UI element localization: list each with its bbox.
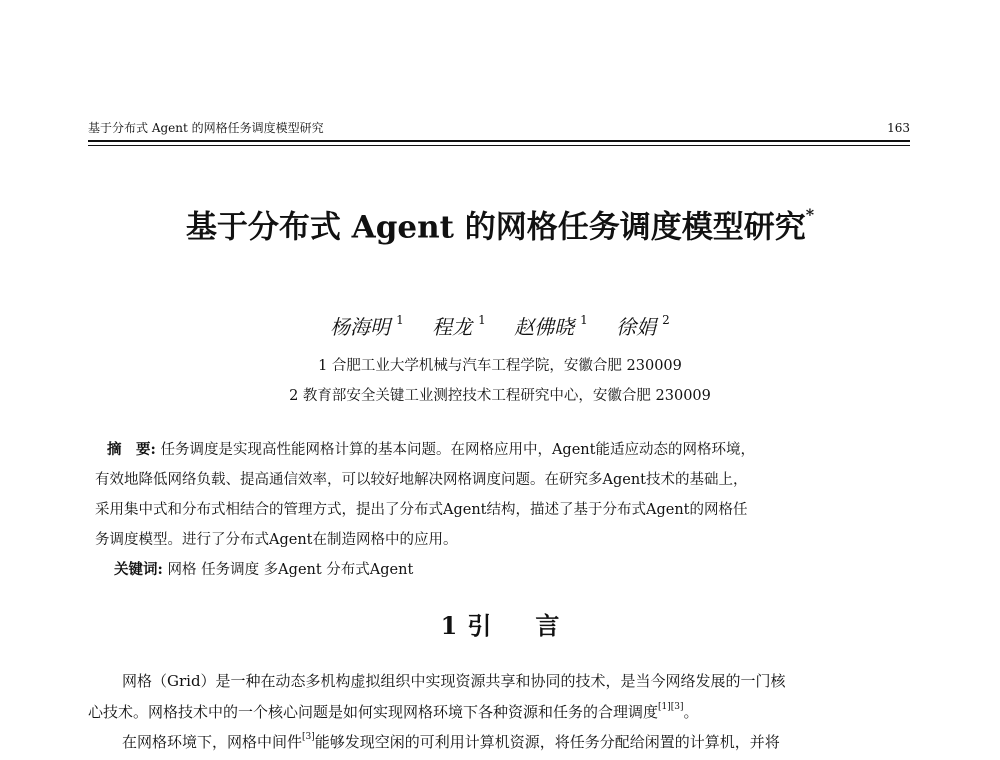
- body-text: 在网格环境下，网格中间件: [122, 733, 303, 751]
- body-line: 网格（Grid）是一种在动态多机构虚拟组织中实现资源共享和协同的技术，是当今网络发展的一门核: [122, 672, 786, 690]
- keywords-text: 网格 任务调度 多Agent 分布式Agent: [162, 562, 414, 578]
- keywords: [114, 557, 904, 583]
- running-header-title: 基于分布式 Agent 的网格任务调度模型研究: [88, 121, 324, 135]
- author: [330, 315, 404, 339]
- citation: [3]: [302, 732, 315, 742]
- citation: [1][3]: [658, 702, 684, 712]
- author-list: [0, 306, 1000, 343]
- body-text: 能够发现空闲的可利用计算机资源，将任务分配给闲置的计算机，并将: [314, 733, 780, 751]
- author-affiliation-mark: 1: [580, 313, 588, 327]
- affiliation-1: 1 合肥工业大学机械与汽车工程学院，安徽合肥 230009: [318, 358, 682, 374]
- header-rule-thin: [88, 145, 910, 146]
- author-name: 赵佛晓: [514, 314, 575, 339]
- abstract-line: 务调度模型。进行了分布式Agent在制造网格中的应用。: [95, 532, 458, 548]
- abstract-text: 任务调度是实现高性能网格计算的基本问题。在网格应用中，Agent能适应动态的网格环境，: [155, 442, 755, 458]
- author-affiliation-mark: 2: [662, 313, 670, 327]
- section-title: 引言: [467, 611, 604, 640]
- author: [514, 315, 588, 339]
- abstract-line: [107, 437, 755, 463]
- paper-title: [0, 198, 1000, 250]
- abstract-line: 有效地降低网络负载、提高通信效率，可以较好地解决网格调度问题。在研究多Agent技术的基础上，: [95, 472, 748, 488]
- author-affiliation-mark: 1: [396, 313, 404, 327]
- page-number: 163: [887, 121, 910, 135]
- author-affiliation-mark: 1: [478, 313, 486, 327]
- author: [432, 315, 486, 339]
- author-name: 徐娟: [616, 314, 657, 339]
- author-name: 程龙: [432, 314, 473, 339]
- body-line: [122, 726, 780, 755]
- abstract-label: 摘 要:: [107, 441, 156, 458]
- keywords-label: 关键词:: [114, 561, 163, 578]
- body-text: 心技术。网格技术中的一个核心问题是如何实现网格环境下各种资源和任务的合理调度: [88, 703, 659, 721]
- author: [616, 315, 670, 339]
- title-footnote-mark: *: [805, 205, 815, 224]
- body-text: 。: [683, 703, 699, 721]
- section-number: 1: [440, 611, 458, 640]
- paper-title-text: 基于分布式 Agent 的网格任务调度模型研究: [185, 209, 806, 246]
- abstract-line: 采用集中式和分布式相结合的管理方式，提出了分布式Agent结构，描述了基于分布式Agent的网格任: [95, 502, 748, 518]
- author-name: 杨海明: [330, 314, 391, 339]
- section-heading: [0, 606, 1000, 646]
- affiliation-2: 2 教育部安全关键工业测控技术工程研究中心，安徽合肥 230009: [289, 388, 711, 404]
- running-header: [88, 118, 910, 138]
- body-line: [88, 696, 699, 725]
- header-rule-thick: [88, 140, 910, 142]
